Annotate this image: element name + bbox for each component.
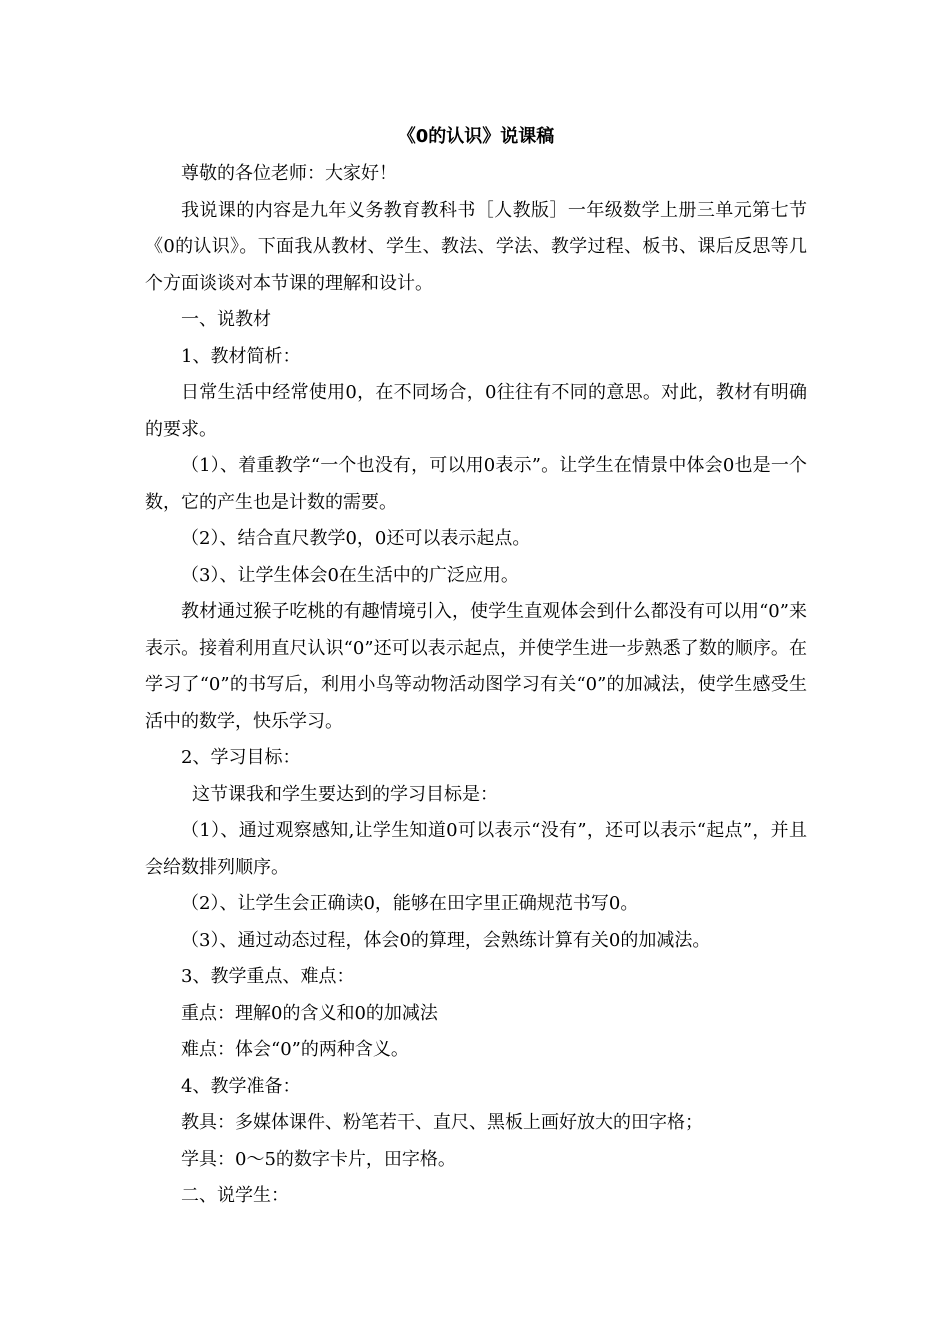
- requirement-item-3: （3）、让学生体会0在生活中的广泛应用。: [181, 564, 519, 586]
- section-heading-students: 二、说学生：: [181, 1185, 289, 1206]
- intro-paragraph: 我说课的内容是九年义务教育教科书［人教版］一年级数学上册三单元第七节《0的认识》。下面我从教材、学生、教法、学法、教学过程、板书、课后反思等几个方面谈谈对本节课的理解和设计。: [145, 199, 807, 294]
- requirement-item-1: （1）、着重教学“一个也没有，可以用0表示”。让学生在情景中体会0也是一个数，它的产生也是计数的需要。: [145, 455, 807, 513]
- subheading-preparation: 4、教学准备：: [181, 1075, 301, 1097]
- document-title: 《0的认识》说课稿: [397, 126, 555, 147]
- learning-aids-paragraph: 学具：0～5的数字卡片，田字格。: [181, 1148, 456, 1170]
- goal-item-1: （1）、通过观察感知,让学生知道0可以表示“没有”，还可以表示“起点”，并且会给数排列顺序。: [145, 820, 807, 878]
- subheading-textbook-analysis: 1、教材简析：: [181, 345, 301, 367]
- document-page: [145, 118, 807, 1215]
- difficulty-paragraph: 难点：体会“0”的两种含义。: [181, 1039, 409, 1060]
- analysis-paragraph: 日常生活中经常使用0，在不同场合，0往往有不同的意思。对此，教材有明确的要求。: [145, 382, 807, 440]
- key-point-paragraph: 重点：理解0的含义和0的加减法: [181, 1002, 438, 1024]
- subheading-learning-goals: 2、学习目标：: [181, 747, 301, 768]
- textbook-flow-paragraph: 教材通过猴子吃桃的有趣情境引入，使学生直观体会到什么都没有可以用“0”来表示。接着利用直尺认识“0”还可以表示起点，并使学生进一步熟悉了数的顺序。在学习了“0”的书写后，利用小鸟等动物活动图学习有关“0”的加减法，使学生感受生活中的数学，快乐学习。: [145, 601, 807, 732]
- teaching-aids-paragraph: 教具：多媒体课件、粉笔若干、直尺、黑板上画好放大的田字格；: [181, 1112, 703, 1133]
- goal-item-2: （2）、让学生会正确读0，能够在田字里正确规范书写0。: [181, 893, 639, 914]
- goals-intro-paragraph: 这节课我和学生要达到的学习目标是：: [192, 783, 498, 805]
- goal-item-3: （3）、通过动态过程，体会0的算理，会熟练计算有关0的加减法。: [181, 929, 711, 951]
- requirement-item-2: （2）、结合直尺教学0，0还可以表示起点。: [181, 528, 531, 549]
- subheading-key-points: 3、教学重点、难点：: [181, 966, 355, 987]
- section-heading-textbook: 一、说教材: [181, 309, 271, 330]
- greeting-paragraph: 尊敬的各位老师：大家好！: [181, 163, 397, 184]
